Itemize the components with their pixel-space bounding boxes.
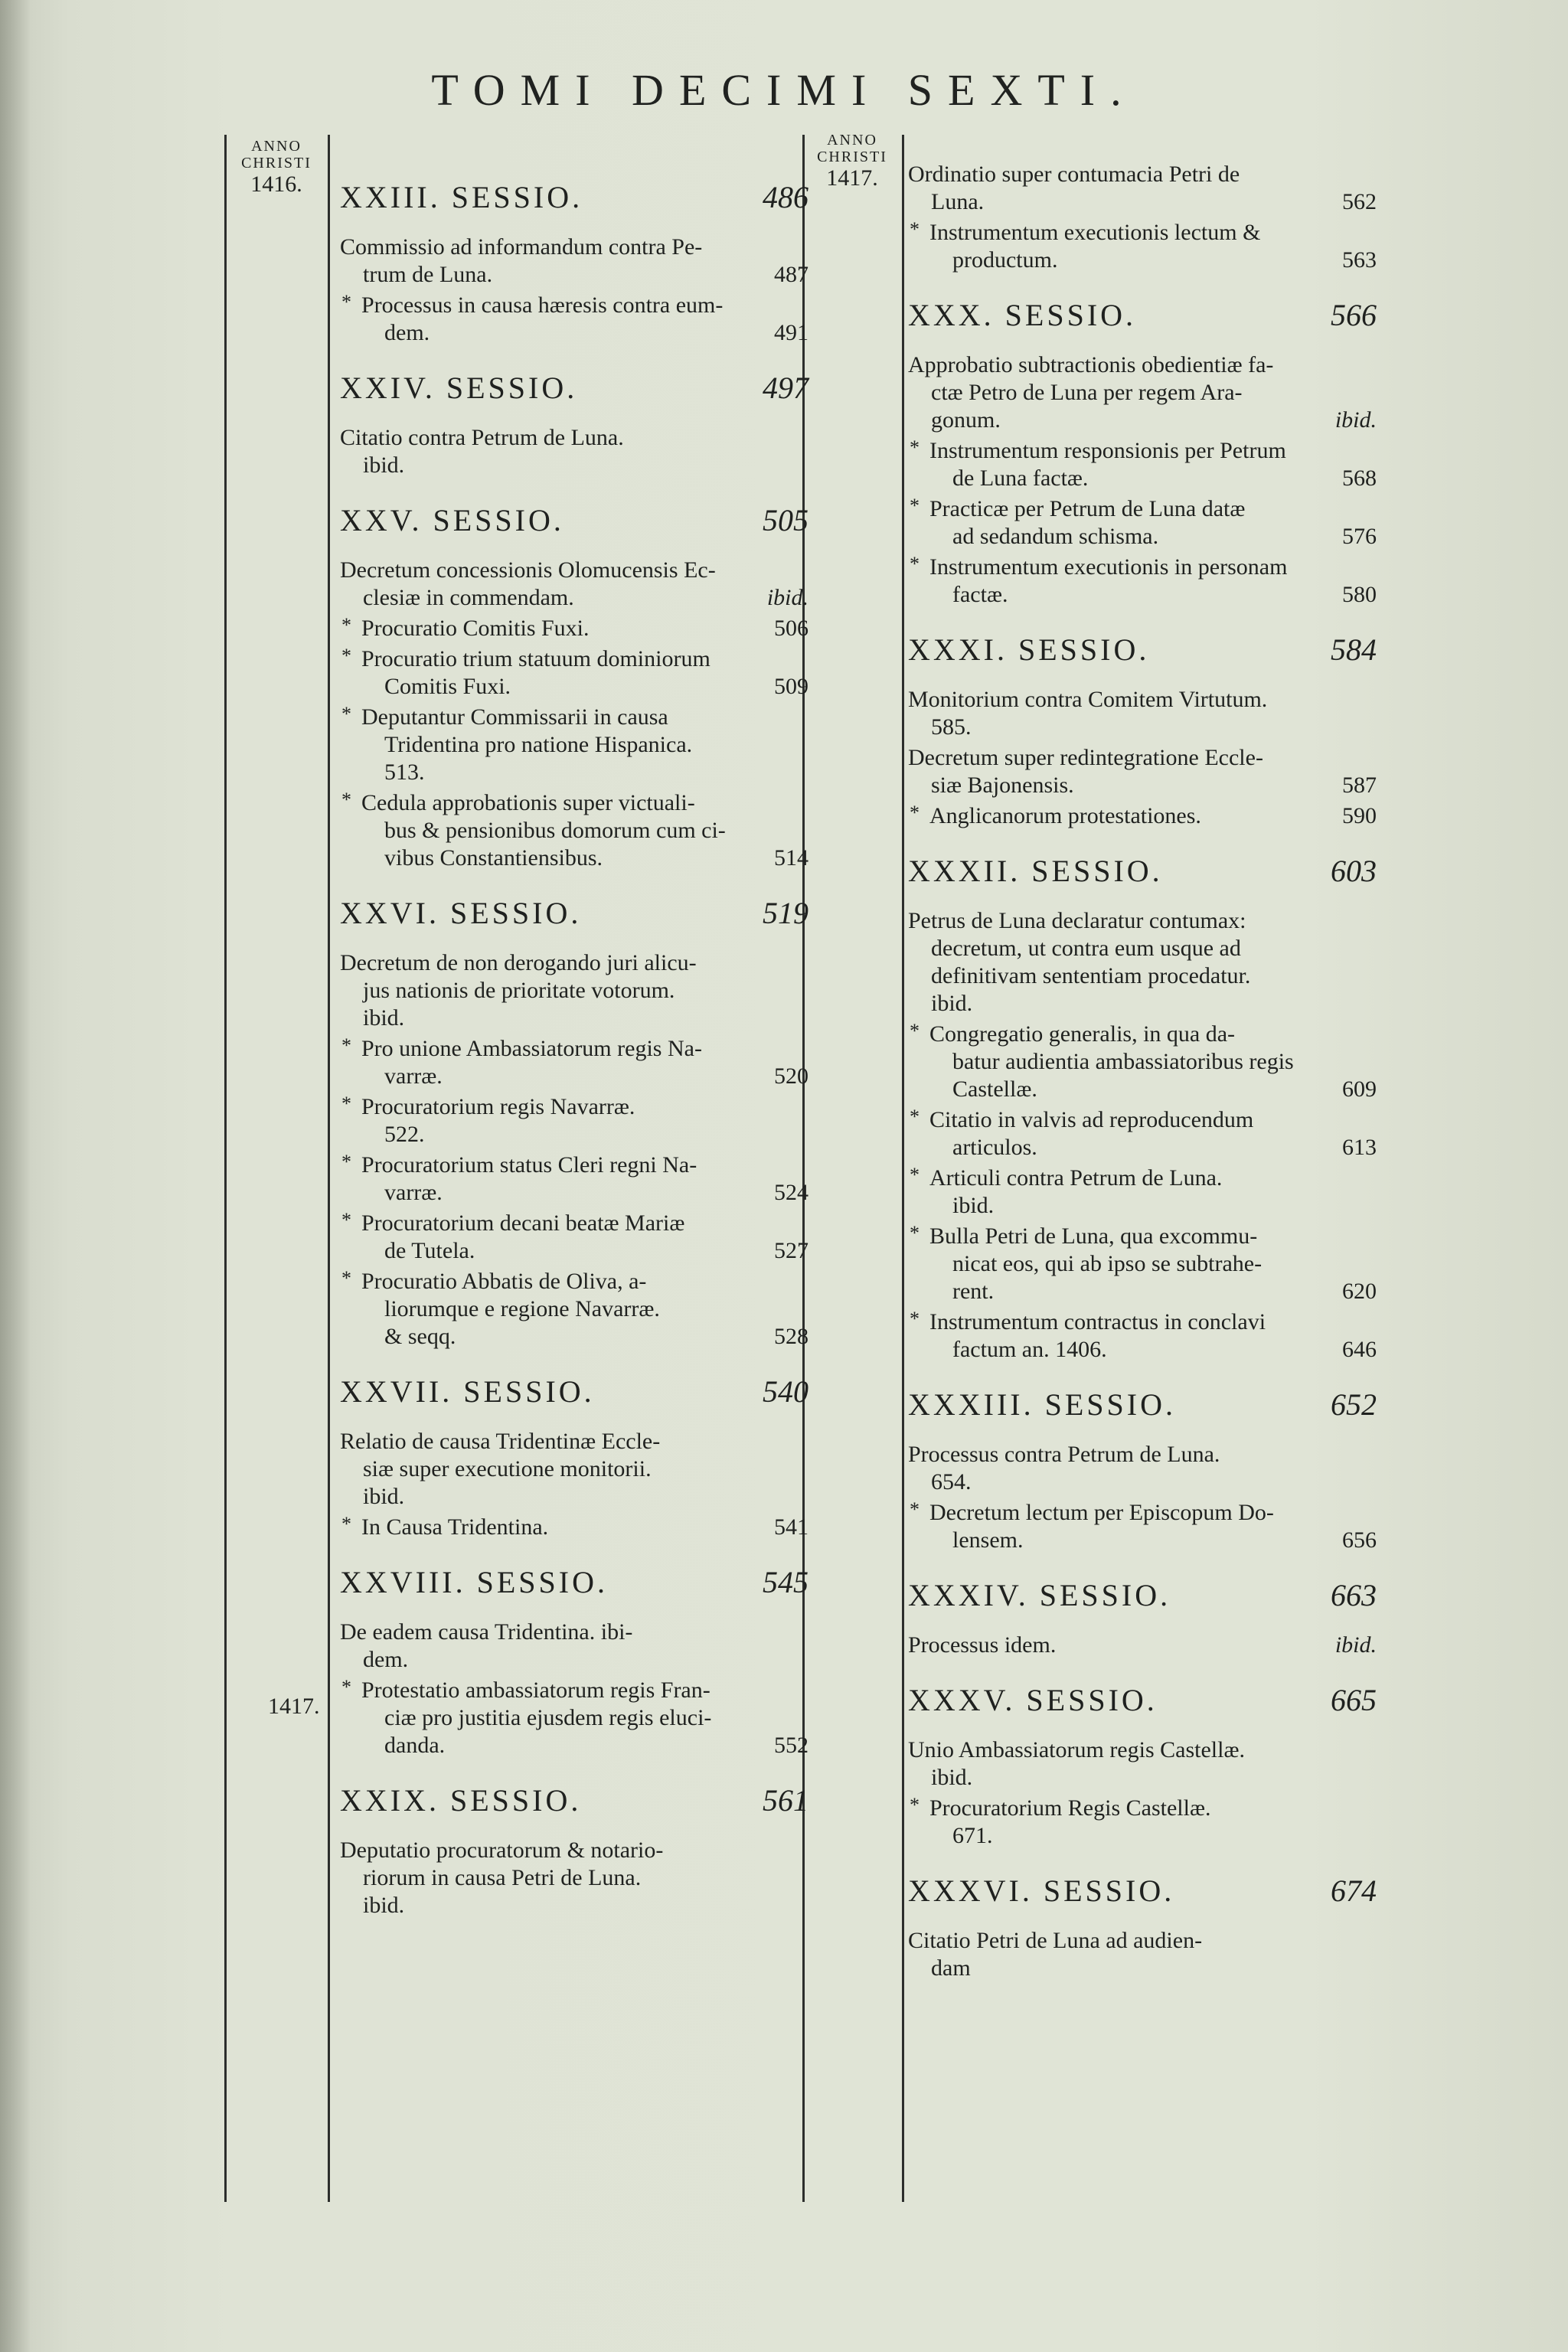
column-rule (224, 135, 227, 2202)
entry-line: dam (931, 1955, 971, 1981)
index-entry (340, 949, 808, 1032)
index-entry (908, 1165, 1377, 1220)
entry-line: Luna. (931, 189, 985, 214)
index-entry (908, 1021, 1377, 1103)
entry-line: nicat eos, qui ab ipso se subtrahe- (952, 1251, 1263, 1276)
index-entry (340, 234, 808, 289)
year-label-mid: 1417. (268, 1694, 320, 1719)
session-heading (340, 895, 808, 931)
index-entry (340, 615, 808, 642)
entry-page: 491 (774, 320, 808, 345)
index-entry (340, 645, 808, 701)
anno-christi-left (227, 138, 326, 197)
entry-line: varræ. (384, 1180, 443, 1205)
entry-line: riorum in causa Petri de Luna. (363, 1865, 642, 1890)
index-entry (908, 802, 1377, 830)
entry-page: * 506 (774, 616, 808, 641)
index-entry (340, 1619, 808, 1674)
entry-line: 513. (384, 760, 425, 785)
entry-page: 646 (1342, 1337, 1377, 1362)
entry-line: * Protestatio ambassiatorum regis Fran- (361, 1677, 710, 1703)
entry-line: gonum. (931, 407, 1001, 433)
session-title: XXXIV. SESSIO. (908, 1578, 1171, 1612)
entry-line: * Instrumentum executionis lectum & (929, 220, 1261, 245)
entry-line: * Procuratorium regis Navarræ. (361, 1094, 635, 1119)
index-entry (340, 1035, 808, 1090)
entry-line: factum an. 1406. (952, 1337, 1107, 1362)
session-page: 497 (763, 371, 808, 405)
index-entry (340, 789, 808, 872)
column-rule (902, 135, 904, 2202)
entry-line: Citatio contra Petrum de Luna. (340, 425, 624, 450)
entry-page: ibid. (1334, 407, 1377, 433)
entry-line: Processus contra Petrum de Luna. (908, 1442, 1220, 1467)
page-header: TOMI DECIMI SEXTI. (431, 65, 1137, 115)
entry-line: * Instrumentum contractus in conclavi (929, 1309, 1266, 1334)
entry-line: 522. (384, 1122, 425, 1147)
entry-line: & seqq. (384, 1324, 456, 1349)
column-rule (328, 135, 330, 2202)
index-entry (340, 424, 808, 479)
session-heading (908, 1682, 1377, 1718)
entry-line: ibid. (363, 1893, 405, 1918)
session-heading (908, 1577, 1377, 1613)
entry-page: 563 (1342, 247, 1377, 273)
session-page: 540 (763, 1374, 808, 1409)
session-title: XXVIII. SESSIO. (340, 1565, 608, 1599)
entry-line: ibid. (931, 1765, 973, 1790)
entry-page: 527 (774, 1238, 808, 1263)
entry-line: Relatio de causa Tridentinæ Eccle- (340, 1429, 661, 1454)
entry-line: danda. (384, 1733, 446, 1758)
entry-line: * Cedula approbationis super victuali- (361, 790, 695, 815)
entry-line: ibid. (363, 1484, 405, 1509)
anno-label: ANNO (251, 138, 302, 155)
session-page: 584 (1331, 632, 1377, 667)
entry-page: ibid. (1334, 1632, 1377, 1658)
entry-line: * Decretum lectum per Episcopum Do- (929, 1500, 1274, 1525)
entry-line: * Instrumentum responsionis per Petrum (929, 438, 1286, 463)
index-entry (908, 1223, 1377, 1305)
entry-line: lensem. (952, 1527, 1024, 1553)
entry-line: Ordinatio super contumacia Petri de (908, 162, 1240, 187)
entry-page: 524 (774, 1180, 808, 1205)
year-label: 1417. (826, 165, 878, 191)
entry-line: In Causa Tridentina. (361, 1514, 549, 1540)
entry-line: Unio Ambassiatorum regis Castellæ. (908, 1737, 1245, 1762)
index-entry (340, 1677, 808, 1759)
entry-line: de Luna factæ. (952, 466, 1089, 491)
entry-page: 562 (1342, 189, 1377, 214)
index-entry (340, 1428, 808, 1511)
christi-label: CHRISTI (817, 149, 887, 165)
index-entry (340, 1514, 808, 1541)
gutter-shadow (0, 0, 31, 2352)
index-entry (908, 686, 1377, 741)
index-entry (908, 495, 1377, 550)
session-page: 665 (1331, 1683, 1377, 1717)
session-title: XXIX. SESSIO. (340, 1783, 582, 1818)
entry-line: Decretum concessionis Olomucensis Ec- (340, 557, 716, 583)
entry-page: 528 (774, 1324, 808, 1349)
index-entry (908, 1927, 1377, 1982)
index-entry (908, 1632, 1377, 1659)
entry-line: batur audientia ambassiatoribus regis (952, 1049, 1294, 1074)
entry-page: ibid. (766, 585, 808, 610)
session-heading (908, 297, 1377, 333)
index-entry (908, 744, 1377, 799)
session-title: XXV. SESSIO. (340, 503, 564, 537)
entry-line: ibid. (952, 1193, 995, 1218)
session-title: XXXI. SESSIO. (908, 632, 1150, 667)
entry-line: trum de Luna. (363, 262, 493, 287)
entry-page: 514 (774, 845, 808, 871)
session-heading (340, 370, 808, 406)
index-entry (908, 907, 1377, 1018)
year-label: 1416. (250, 172, 302, 197)
entry-line: jus nationis de prioritate votorum. (363, 978, 675, 1003)
entry-line: 585. (931, 714, 972, 740)
index-entry (908, 1106, 1377, 1161)
session-title: XXIV. SESSIO. (340, 371, 578, 405)
entry-page: 656 (1342, 1527, 1377, 1553)
session-page: 545 (763, 1565, 808, 1599)
index-entry (908, 219, 1377, 274)
entry-line: * Citatio in valvis ad reproducendum (929, 1107, 1254, 1132)
entry-line: varræ. (384, 1063, 443, 1089)
session-heading (340, 502, 808, 538)
entry-line: * Practicæ per Petrum de Luna datæ (929, 496, 1246, 521)
entry-line: 671. (952, 1823, 993, 1848)
session-page: 486 (763, 180, 808, 214)
entry-line: liorumque e regione Navarræ. (384, 1296, 660, 1321)
christi-label: CHRISTI (241, 155, 312, 172)
index-entry (340, 1152, 808, 1207)
entry-line: 654. (931, 1469, 972, 1494)
entry-line: * Processus in causa hæresis contra eum- (361, 292, 724, 318)
entry-line: Approbatio subtractionis obedientiæ fa- (908, 352, 1274, 377)
session-heading (340, 1564, 808, 1600)
entry-line: rent. (952, 1279, 995, 1304)
entry-line: * Deputantur Commissarii in causa (361, 704, 668, 730)
session-title: XXXV. SESSIO. (908, 1683, 1158, 1717)
entry-page: 520 (774, 1063, 808, 1089)
entry-line: Deputatio procuratorum & notario- (340, 1838, 664, 1863)
session-heading (340, 1782, 808, 1818)
entry-line: vibus Constantiensibus. (384, 845, 603, 871)
index-entry (340, 1210, 808, 1265)
entry-line: * Bulla Petri de Luna, qua excommu- (929, 1223, 1258, 1249)
entry-line: Decretum super redintegratione Eccle- (908, 745, 1263, 770)
entry-line: Decretum de non derogando juri alicu- (340, 950, 697, 975)
entry-line: clesiæ in commendam. (363, 585, 574, 610)
session-title: XXVII. SESSIO. (340, 1374, 595, 1409)
entry-line: siæ super executione monitorii. (363, 1456, 652, 1481)
entry-line: ibid. (363, 452, 405, 478)
entry-line: dem. (363, 1647, 409, 1672)
index-entry (908, 161, 1377, 216)
entry-line: Commissio ad informandum contra Pe- (340, 234, 703, 260)
entry-line: Comitis Fuxi. (384, 674, 511, 699)
entry-line: * Articuli contra Petrum de Luna. (929, 1165, 1223, 1191)
entry-line: Petrus de Luna declaratur contumax: (908, 908, 1246, 933)
index-entry (908, 1308, 1377, 1364)
session-heading (908, 632, 1377, 668)
index-entry (908, 554, 1377, 609)
entry-line: * Procuratorium decani beatæ Mariæ (361, 1210, 685, 1236)
entry-line: * Instrumentum executionis in personam (929, 554, 1288, 580)
session-page: 663 (1331, 1578, 1377, 1612)
anno-label: ANNO (827, 132, 877, 149)
session-heading (340, 1374, 808, 1410)
entry-line: ciæ pro justitia ejusdem regis eluci- (384, 1705, 712, 1730)
index-entry (340, 704, 808, 786)
session-heading (908, 1873, 1377, 1909)
anno-christi-right (804, 132, 900, 191)
entry-page: * 590 (1342, 803, 1377, 828)
entry-line: de Tutela. (384, 1238, 475, 1263)
entry-line: Citatio Petri de Luna ad audien- (908, 1928, 1203, 1953)
session-title: XXXIII. SESSIO. (908, 1387, 1176, 1422)
entry-line: siæ Bajonensis. (931, 773, 1074, 798)
session-title: XXXVI. SESSIO. (908, 1873, 1175, 1908)
session-title: XXX. SESSIO. (908, 298, 1137, 332)
index-entry (908, 1795, 1377, 1850)
entry-line: dem. (384, 320, 430, 345)
session-heading (908, 853, 1377, 889)
entry-line: productum. (952, 247, 1058, 273)
entry-line: * Pro unione Ambassiatorum regis Na- (361, 1036, 702, 1061)
index-entry (908, 437, 1377, 492)
entry-line: Processus idem. (908, 1632, 1057, 1658)
entry-line: ctæ Petro de Luna per regem Ara- (931, 380, 1243, 405)
index-entry (340, 292, 808, 347)
entry-page: 576 (1342, 524, 1377, 549)
right-index-column (908, 161, 1377, 1985)
entry-line: Monitorium contra Comitem Virtutum. (908, 687, 1268, 712)
entry-line: Castellæ. (952, 1076, 1037, 1102)
index-entry (908, 1441, 1377, 1496)
entry-line: * Procuratorium status Cleri regni Na- (361, 1152, 697, 1178)
session-heading (340, 179, 808, 215)
session-page: 505 (763, 503, 808, 537)
entry-line: factæ. (952, 582, 1008, 607)
entry-page: 587 (1342, 773, 1377, 798)
index-entry (908, 351, 1377, 434)
entry-line: ad sedandum schisma. (952, 524, 1159, 549)
session-page: 519 (763, 896, 808, 930)
entry-line: ibid. (931, 991, 973, 1016)
entry-page: 568 (1342, 466, 1377, 491)
entry-page: * 541 (774, 1514, 808, 1540)
entry-page: 609 (1342, 1076, 1377, 1102)
session-page: 603 (1331, 854, 1377, 888)
entry-line: * Procuratorium Regis Castellæ. (929, 1795, 1211, 1821)
entry-page: 580 (1342, 582, 1377, 607)
index-entry (908, 1736, 1377, 1792)
session-page: 652 (1331, 1387, 1377, 1422)
entry-line: decretum, ut contra eum usque ad (931, 936, 1241, 961)
session-title: XXXII. SESSIO. (908, 854, 1163, 888)
entry-line: * Procuratio Abbatis de Oliva, a- (361, 1269, 647, 1294)
entry-page: 620 (1342, 1279, 1377, 1304)
entry-page: 509 (774, 674, 808, 699)
session-page: 561 (763, 1783, 808, 1818)
session-page: 566 (1331, 298, 1377, 332)
entry-line: Tridentina pro natione Hispanica. (384, 732, 693, 757)
entry-line: Anglicanorum protestationes. (929, 803, 1201, 828)
session-title: XXVI. SESSIO. (340, 896, 582, 930)
entry-line: De eadem causa Tridentina. ibi- (340, 1619, 633, 1645)
session-heading (908, 1387, 1377, 1423)
session-page: 674 (1331, 1873, 1377, 1908)
entry-line: Procuratio Comitis Fuxi. (361, 616, 590, 641)
index-entry (908, 1499, 1377, 1554)
left-index-column (340, 156, 808, 1922)
index-entry (340, 1837, 808, 1919)
entry-page: 487 (774, 262, 808, 287)
entry-line: bus & pensionibus domorum cum ci- (384, 818, 726, 843)
entry-line: * Congregatio generalis, in qua da- (929, 1021, 1236, 1047)
entry-line: definitivam sententiam procedatur. (931, 963, 1251, 988)
session-title: XXIII. SESSIO. (340, 180, 583, 214)
index-entry (340, 1093, 808, 1148)
entry-line: ibid. (363, 1005, 405, 1031)
entry-line: articulos. (952, 1135, 1037, 1160)
entry-line: * Procuratio trium statuum dominiorum (361, 646, 710, 671)
entry-page: 613 (1342, 1135, 1377, 1160)
entry-page: 552 (774, 1733, 808, 1758)
index-entry (340, 1268, 808, 1351)
index-entry (340, 557, 808, 612)
